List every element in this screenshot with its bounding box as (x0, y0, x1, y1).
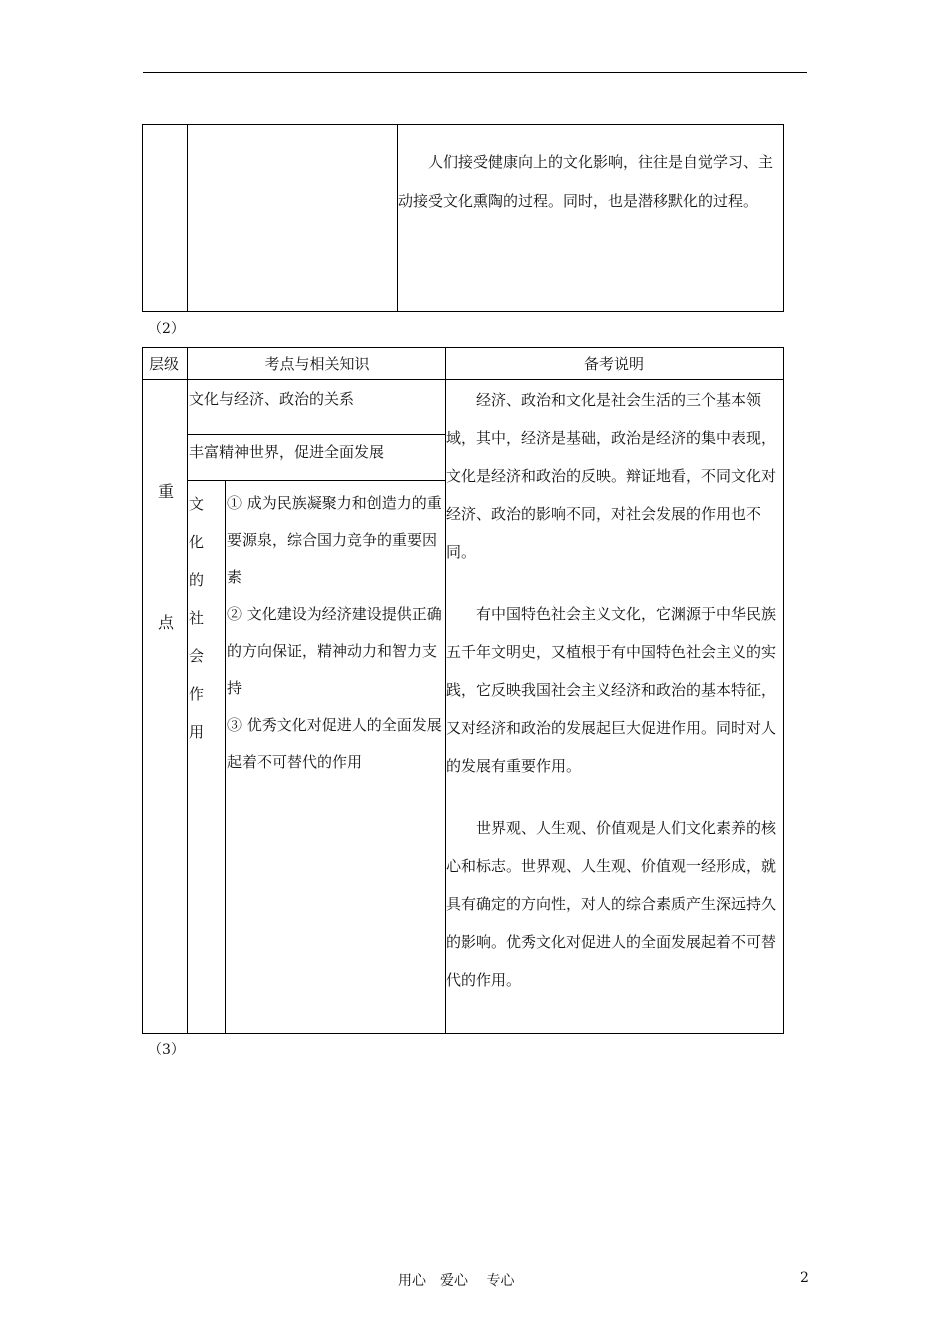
page-number: 2 (800, 1270, 809, 1286)
footer-slogan: 用心 爱心 专心 (398, 1273, 515, 1289)
row-divider-1 (187, 434, 445, 435)
row-divider-2 (187, 480, 445, 481)
section-label-2: （2） (148, 321, 185, 337)
table1-level-cell (143, 125, 188, 311)
knowledge-points (227, 485, 445, 781)
col-divider-sub (225, 480, 226, 1033)
header-rule (143, 72, 807, 73)
exam-notes (446, 381, 783, 1023)
knowledge-point: ③ 优秀文化对促进人的全面发展起着不可替代的作用 (227, 716, 442, 771)
key-points-table (142, 347, 784, 1034)
knowledge-sub-label: 文化的社会作用 (189, 495, 210, 741)
section-label-3: （3） (148, 1042, 185, 1058)
table1-notes-text: 人们接受健康向上的文化影响，往往是自觉学习、主动接受文化熏陶的过程。同时，也是潜移默化的过程。 (398, 153, 774, 210)
knowledge-point: ① 成为民族凝聚力和创造力的重要源泉，综合国力竞争的重要因素 (227, 494, 442, 586)
notes-paragraph: 经济、政治和文化是社会生活的三个基本领域，其中，经济是基础，政治是经济的集中表现，文化是经济和政治的反映。辩证地看，不同文化对经济、政治的影响不同，对社会发展的作用也不同。 (446, 391, 777, 561)
level-char-2: 点 (158, 613, 175, 632)
col-divider-1 (187, 348, 188, 1033)
level-char-1: 重 (158, 482, 175, 501)
knowledge-item-1: 文化与经济、政治的关系 (189, 390, 355, 408)
header-level: 层级 (149, 355, 180, 373)
header-knowledge: 考点与相关知识 (264, 355, 370, 373)
knowledge-item-2: 丰富精神世界，促进全面发展 (189, 443, 385, 461)
notes-paragraph: 世界观、人生观、价值观是人们文化素养的核心和标志。世界观、人生观、价值观一经形成，就具有确定的方向性，对人的综合素质产生深远持久的影响。优秀文化对促进人的全面发展起着不可替代的作用。 (446, 819, 777, 989)
continued-table (142, 124, 784, 312)
notes-paragraph: 有中国特色社会主义文化，它渊源于中华民族五千年文明史，又植根于有中国特色社会主义的实践，它反映我国社会主义经济和政治的基本特征，又对经济和政治的发展起巨大促进作用。同时对人的发展有重要作用。 (446, 605, 777, 775)
knowledge-point: ② 文化建设为经济建设提供正确的方向保证，精神动力和智力支持 (227, 605, 442, 697)
header-divider (143, 379, 783, 380)
table1-knowledge-cell (188, 125, 398, 311)
header-notes: 备考说明 (583, 355, 644, 373)
